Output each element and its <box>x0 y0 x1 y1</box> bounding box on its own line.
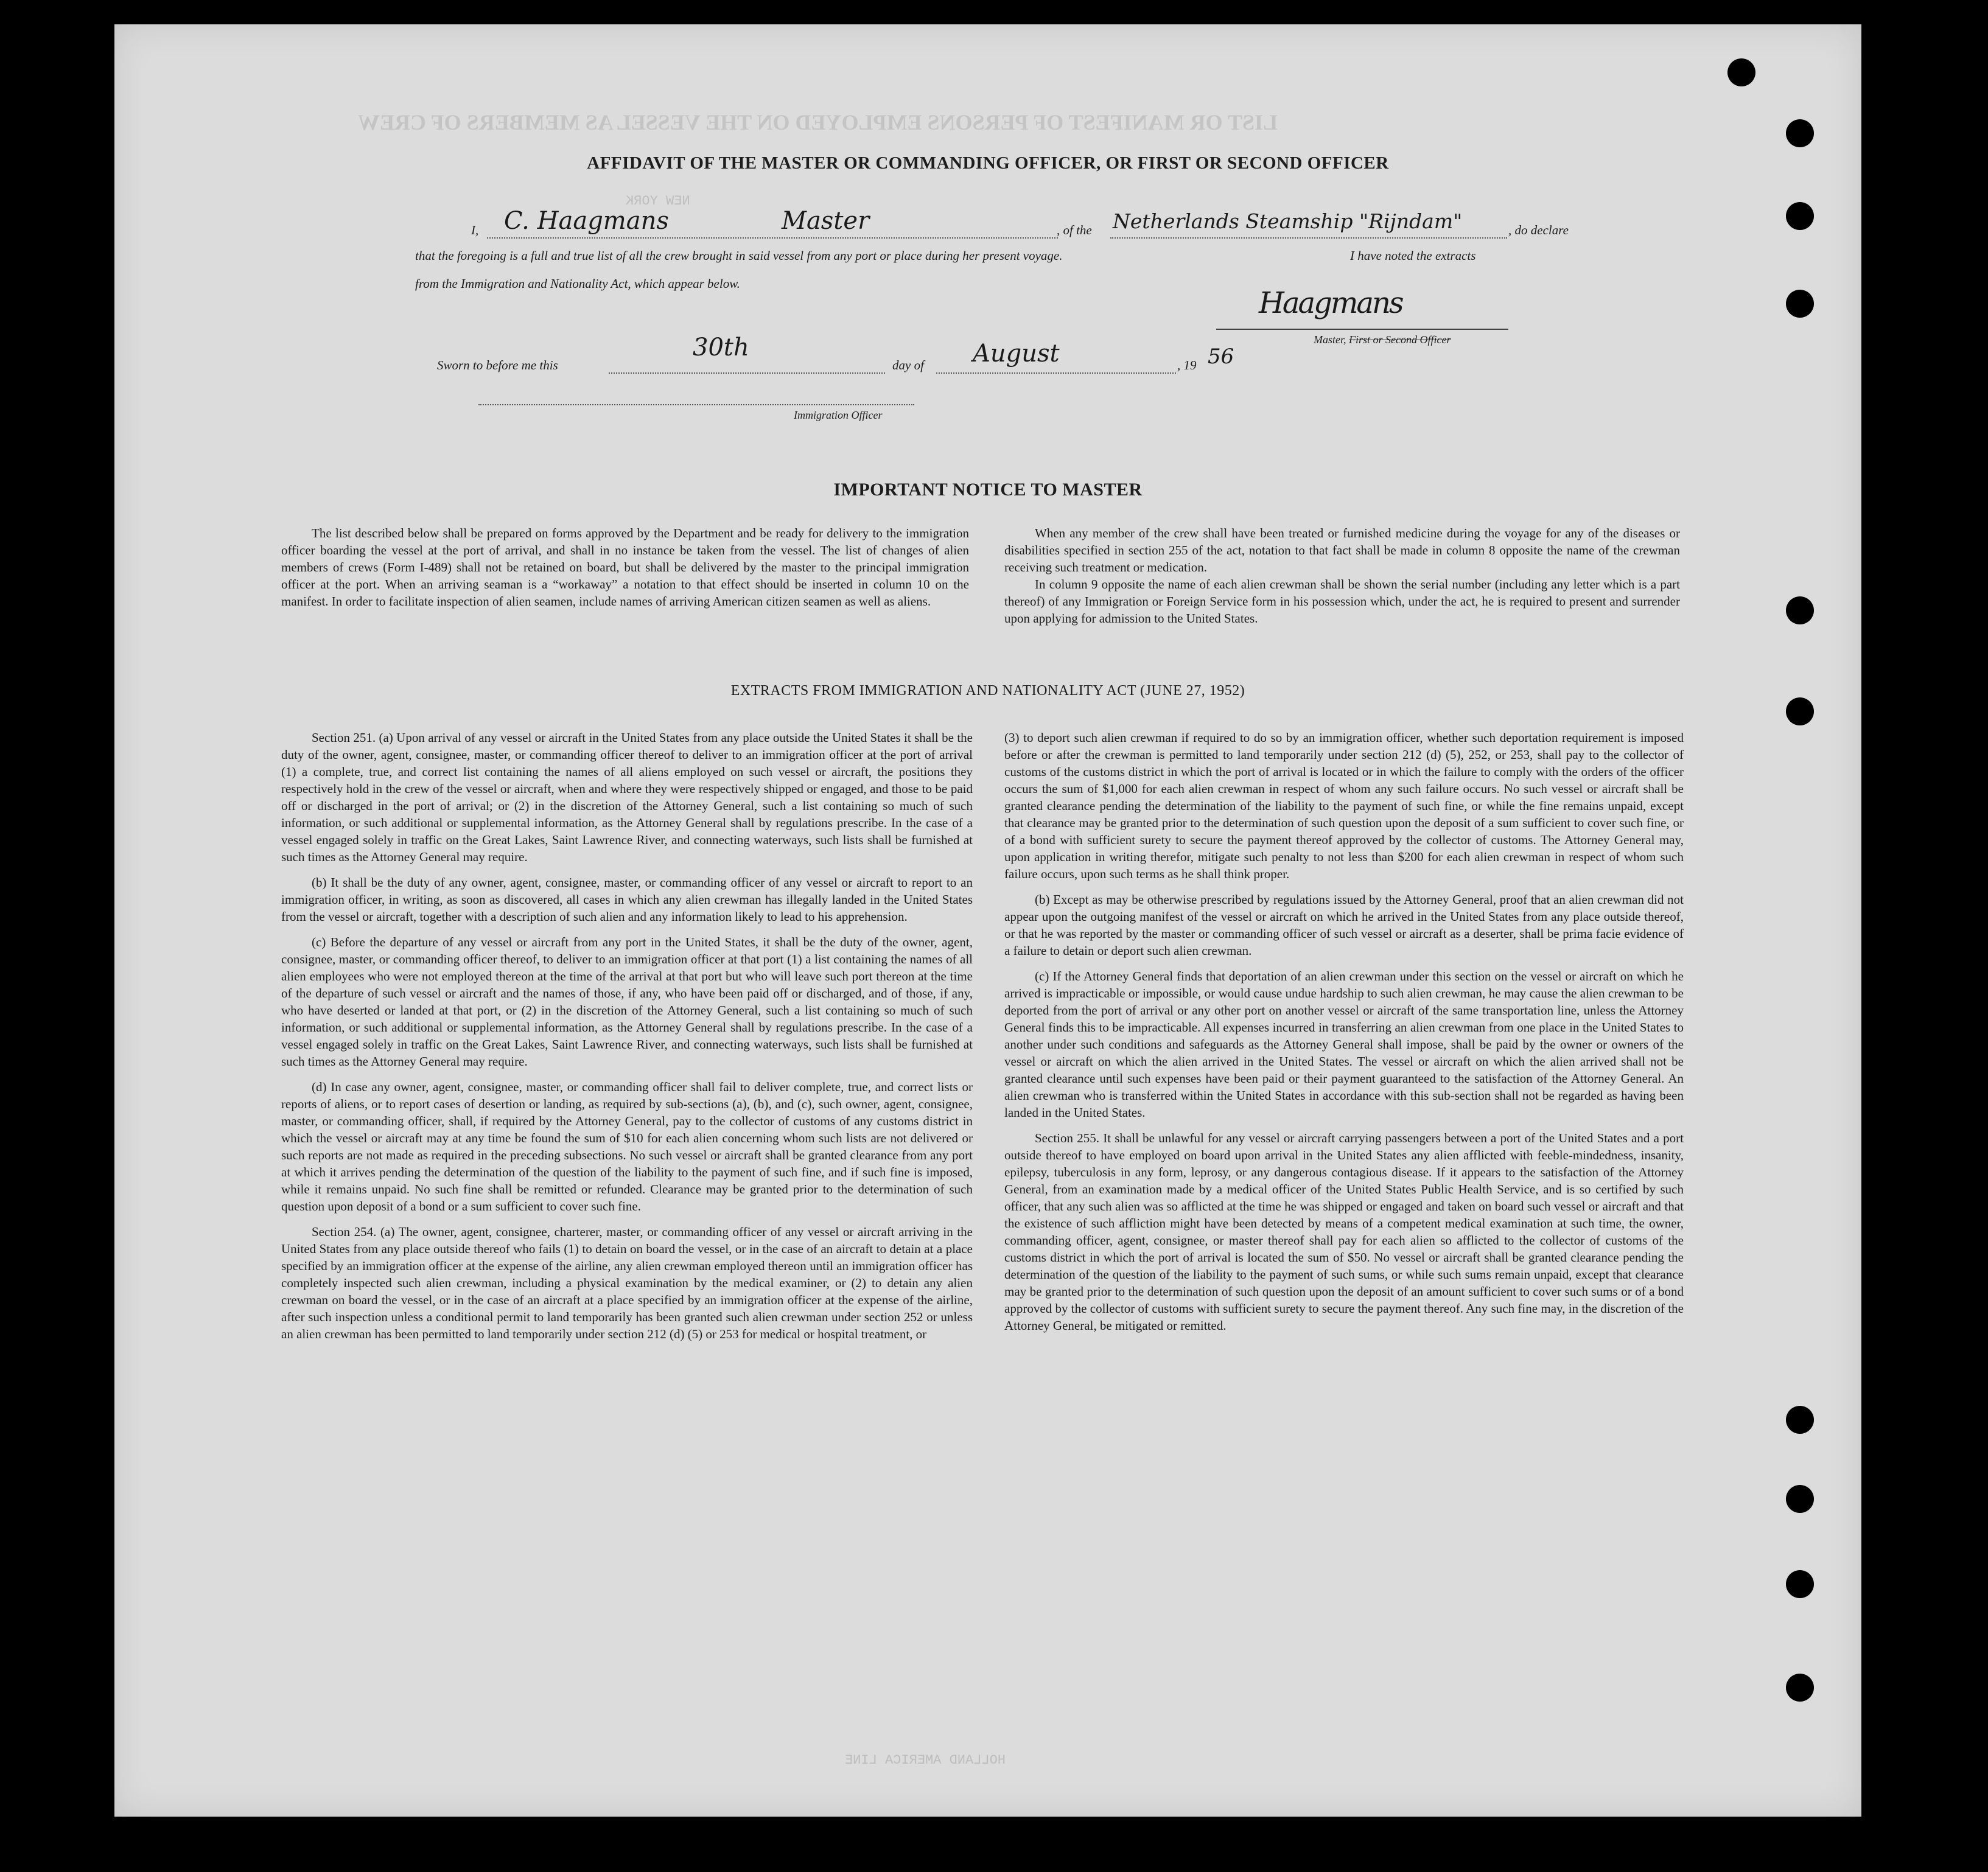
sworn-label: Sworn to before me this <box>437 358 558 372</box>
do-declare-label: , do declare <box>1508 223 1569 237</box>
year-prefix: , 19 <box>1177 358 1197 372</box>
year-suffix-handwritten: 56 <box>1208 344 1234 369</box>
binder-hole-4 <box>1786 290 1814 318</box>
master-name-handwritten: C. Haagmans <box>504 207 669 235</box>
vessel-blank <box>1110 237 1507 239</box>
notice-left-column <box>281 525 969 618</box>
document-page <box>114 24 1861 1817</box>
master-signature: Haagmans <box>1259 286 1402 320</box>
section-251-c: (c) Before the departure of any vessel or aircraft from any port in the United States, it shall be the duty of the owner, agent, consignee, master, or commanding officer thereof, to deliver to an immigration officer at that port (1) a list containing the names of all alien employees who were not employed thereon at the time of the arrival at that port but who will leave such port thereon at the time of the departure of such vessel or aircraft and the names of those, if any, who have been paid off or discharged, and of those, if any, who have deserted or landed at that port, or (2) in the discretion of the Attorney General, such a list containing so much of such information, or such additional or supplemental information, as the Attorney General shall by regulations prescribe. In the case of a vessel engaged solely in traffic on the Great Lakes, Saint Lawrence River, and connecting waterways, such lists shall be furnished at such times as the Attorney General may require. <box>281 935 973 1069</box>
month-blank <box>936 372 1176 374</box>
binder-hole-5 <box>1786 596 1814 624</box>
section-251-d: (d) In case any owner, agent, consignee, master, or commanding officer shall fail to deliver complete, true, and correct lists or reports of aliens, or to report cases of desertion or landing, as required by sub-sections (a), (b), and (c), such owner, agent, consignee, master, or commanding officer, shall, if required by the Attorney General, pay to the collector of customs of any customs district in which the vessel or aircraft may at any time be found the sum of $10 for each alien concerning whom such lists are not delivered or such reports are not made as required in the preceding subsections. No such vessel or aircraft shall be granted clearance from any port at which it arrives pending the determination of the question of the liability to the payment of such fine, and if such fine is imposed, while it remains unpaid. No such fine shall be remitted or refunded. Clearance may be granted prior to the determination of such question upon deposit of a bond or a sum sufficient to cover such fine. <box>281 1080 973 1214</box>
section-251-b: (b) It shall be the duty of any owner, agent, consignee, master, or commanding officer of any vessel or aircraft to report to an immigration officer, in writing, as soon as discovered, all cases in which any alien crewman has illegally landed in the United States from the vessel or aircraft, together with a description of such alien and any information likely to lead to his apprehension. <box>281 875 973 924</box>
immigration-officer-blank <box>478 404 914 405</box>
notice-left-paragraph: The list described below shall be prepared on forms approved by the Department and be ready for delivery to the immigration officer boarding the vessel at the port of arrival, and shall in no instance be taken from the vessel. The list of changes of alien members of crews (Form I-489) shall not be retained on board, but shall be delivered by the master to the principal immigration officer at the port. When an arriving seaman is a “workaway” a notation to that effect should be inserted in column 10 on the manifest. In order to facilitate inspection of alien seamen, include names of arriving American citizen seamen as well as aliens. <box>281 526 969 609</box>
affidavit-line-3: from the Immigration and Nationality Act, which appear below. <box>415 276 740 291</box>
extracts-right-column <box>1004 729 1684 1343</box>
binder-hole-10 <box>1786 1674 1814 1702</box>
affidavit-line-2: that the foregoing is a full and true list of all the crew brought in said vessel from any port or place during her present voyage. <box>415 248 1063 263</box>
extracts-left-column <box>281 729 973 1351</box>
extracts-title: EXTRACTS FROM IMMIGRATION AND NATIONALITY ACT (JUNE 27, 1952) <box>730 683 1245 699</box>
binder-hole-3 <box>1786 202 1814 230</box>
binder-hole-9 <box>1786 1570 1814 1598</box>
section-254-a: Section 254. (a) The owner, agent, consignee, charterer, master, or commanding officer of any vessel or aircraft arriving in the United States from any place outside thereof who fails (1) to detain on board the vessel, or in the case of an aircraft to detain at a place specified by an immigration officer at the expense of the airline, any alien crewman employed thereon until an immigration officer has completely inspected such alien crewman, including a physical examination by the medical examiner, or (2) to detain any alien crewman on board the vessel, or in the case of an aircraft at a place specified by an immigration officer at the expense of the airline, after such inspection unless a conditional permit to land temporarily has been granted such alien crewman under section 252 or unless an alien crewman has been permitted to land temporarily under section 212 (d) (5) or 253 for medical or hospital treatment, or <box>281 1224 973 1341</box>
name-blank <box>487 237 1058 239</box>
bleed-through-company: HOLLAND AMERICA LINE <box>845 1753 1006 1768</box>
section-254-a-continued: (3) to deport such alien crewman if required to do so by an immigration officer, whether such deportation requirement is imposed before or after the crewman is permitted to land temporarily under section 212 (d) (5), 252, or 253, shall pay to the collector of customs of the customs district in which the port of arrival is located or in which the failure to comply with the orders of the officer occurs the sum of $1,000 for each alien crewman in respect of whom any such failure occurs. No such vessel or aircraft shall be granted clearance pending the determination of the liability to the payment of such fine, or while the fine remains unpaid, except that clearance may be granted prior to the determination of such question upon the deposit of a sum sufficient to cover such fine, or of a bond with sufficient surety to secure the payment thereof approved by the collector of customs. The Attorney General may, upon application in writing therefor, mitigate such penalty to not less than $200 for each alien crewman in respect of whom such failure occurs, upon such terms as he shall think proper. <box>1004 730 1684 881</box>
section-251-a: Section 251. (a) Upon arrival of any vessel or aircraft in the United States from any place outside the United States it shall be the duty of the owner, agent, consignee, master, or commanding officer thereof to deliver to an immigration officer at the port of arrival (1) a complete, true, and correct list containing the names of all aliens employed on such vessel or aircraft, the positions they respectively hold in the crew of the vessel or aircraft, when and where they were respectively shipped or engaged, and those to be paid off or discharged in the port of arrival; or (2) in the discretion of the Attorney General, such a list containing so much of such information, or such additional or supplemental information, as the Attorney General shall by regulations prescribe. In the case of a vessel engaged solely in traffic on the Great Lakes, Saint Lawrence River, and connecting waterways, such lists shall be furnished at such times as the Attorney General may require. <box>281 730 973 864</box>
bleed-through-port: NEW YORK <box>626 194 690 209</box>
affidavit-line-2b: I have noted the extracts <box>1350 248 1476 263</box>
notice-right-column <box>1004 525 1680 635</box>
binder-hole-8 <box>1786 1485 1814 1513</box>
signature-caption <box>1314 334 1451 346</box>
bleed-through-title: LIST OR MANIFEST OF PERSONS EMPLOYED ON THE VESSEL AS MEMBERS OF CREW <box>358 110 1278 134</box>
rank-handwritten: Master <box>782 207 870 235</box>
affidavit-i-label: I, <box>471 223 479 237</box>
sworn-month-handwritten: August <box>973 340 1060 368</box>
section-254-b: (b) Except as may be otherwise prescribed by regulations issued by the Attorney General, proof that an alien crewman did not appear upon the outgoing manifest of the vessel or aircraft on which he arrived in the United States from any place outside thereof, or that he was reported by the master or commanding officer of such vessel or aircraft as a deserter, shall be prima facie evidence of a failure to detain or deport such alien crewman. <box>1004 892 1684 958</box>
sworn-day-handwritten: 30th <box>693 334 749 361</box>
affidavit-title: AFFIDAVIT OF THE MASTER OR COMMANDING OFFICER, OR FIRST OR SECOND OFFICER <box>587 153 1389 173</box>
section-255: Section 255. It shall be unlawful for any vessel or aircraft carrying passengers between a port of the United States and a port outside thereof to have employed on board upon arrival in the United States any alien afflicted with feeble-mindedness, insanity, epilepsy, tuberculosis in any form, leprosy, or any dangerous contagious disease. If it appears to the satisfaction of the Attorney General, from an examination made by a medical officer of the United States Public Health Service, and is so certified by such officer, that any such alien was so afflicted at the time he was shipped or engaged and taken on board such vessel or aircraft and that the existence of such affliction might have been detected by means of a competent medical examination at such time, the owner, commanding officer, agent, consignee, or master thereof shall pay for each alien so afflicted to the collector of customs of the customs district in which the port of arrival is located the sum of $50. No vessel or aircraft shall be granted clearance pending the determination of the question of the liability to the payment of such sums, or while such sums remain unpaid, except that clearance may be granted prior to the determination of such question upon the deposit of an amount sufficient to cover such sums or of a bond approved by the collector of customs with sufficient surety to secure the payment thereof. Any such fine may, in the discretion of the Attorney General, be mitigated or remitted. <box>1004 1131 1684 1333</box>
binder-hole-2 <box>1786 119 1814 147</box>
day-of-label: day of <box>892 358 924 372</box>
signature-underline <box>1216 329 1508 330</box>
notice-right-paragraph-1: When any member of the crew shall have been treated or furnished medicine during the voyage for any of the diseases or disabilities specified in section 255 of the act, notation to that fact shall be made in column 8 opposite the name of the crewman receiving such treatment or medication. <box>1004 526 1680 575</box>
sworn-day-blank <box>609 372 885 374</box>
immigration-officer-caption: Immigration Officer <box>794 409 883 421</box>
notice-right-paragraph-2: In column 9 opposite the name of each alien crewman shall be shown the serial number (including any letter which is a part thereof) of any Immigration or Foreign Service form in his possession which, under the act, he is required to present and surrender upon applying for admission to the United States. <box>1004 577 1680 626</box>
binder-hole-7 <box>1786 1406 1814 1434</box>
binder-hole-6 <box>1786 697 1814 725</box>
section-254-c: (c) If the Attorney General finds that deportation of an alien crewman under this section on the vessel or aircraft on which he arrived is impracticable or impossible, or would cause undue hardship to such alien crewman, he may cause the alien crewman to be deported from the port of arrival or any other port on another vessel or aircraft of the same transportation line, unless the Attorney General finds this to be impracticable. All expenses incurred in transferring an alien crewman from one place in the United States to another under such conditions and safeguards as the Attorney General shall impose, shall be paid by the owner or owners of the vessel or aircraft on which the alien arrived in the United States. The vessel or aircraft on which the alien arrived shall not be granted clearance until such expenses have been paid or their payment guaranteed to the satisfaction of the Attorney General. An alien crewman who is transferred within the United States in accordance with this sub-section shall not be regarded as having been landed in the United States. <box>1004 969 1684 1120</box>
notice-title: IMPORTANT NOTICE TO MASTER <box>833 480 1143 500</box>
of-the-label: , of the <box>1057 223 1092 237</box>
signature-caption-struck: First or Second Officer <box>1349 334 1451 346</box>
binder-hole-1 <box>1727 58 1755 86</box>
signature-caption-master: Master, <box>1314 334 1346 346</box>
vessel-handwritten: Netherlands Steamship "Rijndam" <box>1113 209 1463 233</box>
